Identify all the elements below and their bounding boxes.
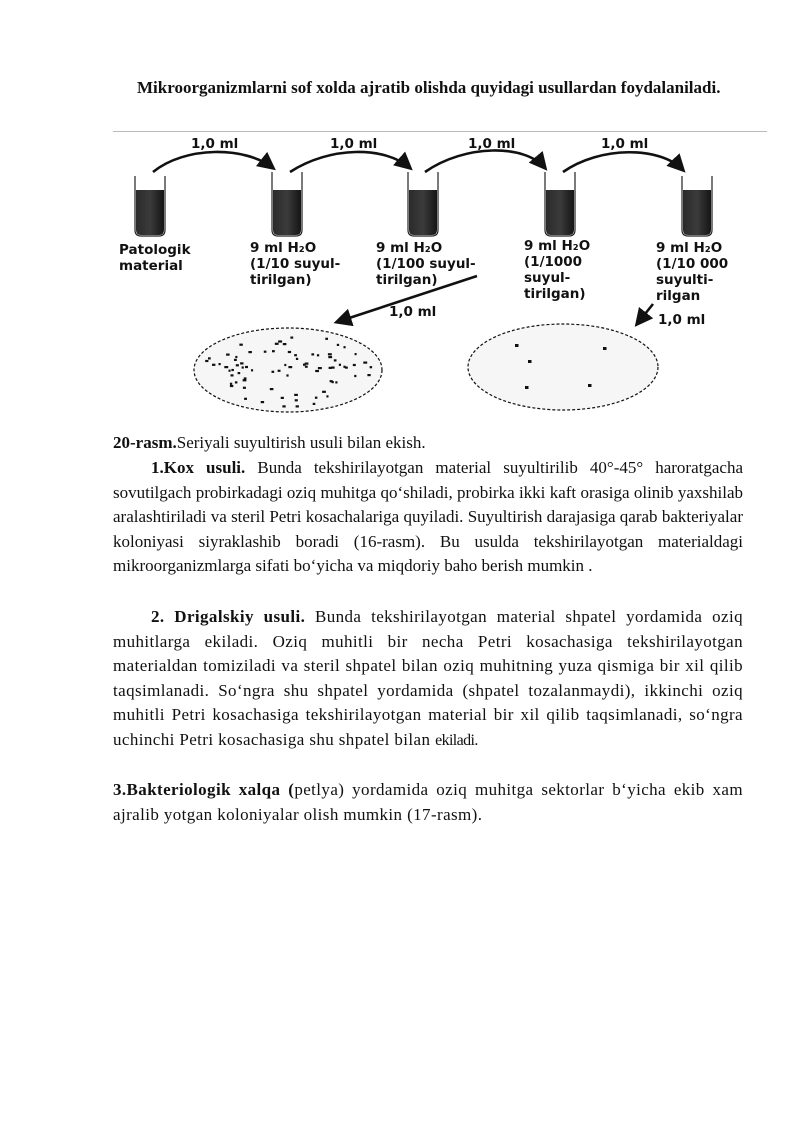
- colony-dot: [234, 359, 237, 361]
- colony-dot: [212, 364, 215, 366]
- tube-label-5-line3: suyulti-: [656, 272, 714, 288]
- colony-dot: [275, 343, 279, 345]
- colony-dot: [334, 359, 337, 361]
- figure-caption: [113, 431, 426, 455]
- colony-dot: [603, 347, 607, 350]
- colony-dot: [288, 351, 291, 353]
- colony-dot: [219, 363, 221, 365]
- caption-text: Seriyali suyultirish usuli bilan ekish.: [176, 433, 426, 452]
- colony-dot: [318, 367, 322, 369]
- tube-label-3-line2: (1/100 suyul-: [376, 256, 476, 272]
- colony-dot: [335, 381, 337, 383]
- transfer-label-3: 1,0 ml: [468, 136, 516, 152]
- transfer-label-1: 1,0 ml: [191, 136, 239, 152]
- transfer-arrows: [153, 150, 683, 172]
- colony-dot: [305, 366, 308, 368]
- colony-dot: [284, 364, 286, 366]
- colony-dot: [242, 366, 244, 368]
- colony-dot: [248, 351, 252, 353]
- colony-dot: [264, 351, 267, 353]
- petri-dish-sparse: [468, 324, 658, 410]
- intro-paragraph: Mikroorganizmlarni sof xolda ajratib olishda quyidagi usullardan foydalaniladi.: [137, 78, 721, 97]
- colony-dot: [295, 399, 298, 401]
- colony-dot: [367, 374, 370, 376]
- colony-dot: [205, 360, 208, 362]
- colony-dot: [354, 375, 356, 377]
- colony-dot: [239, 344, 242, 346]
- arrow-4: [563, 152, 683, 172]
- colony-dot: [588, 384, 592, 387]
- tube-label-2-line2: (1/10 suyul-: [250, 256, 341, 272]
- colony-dot: [286, 374, 288, 376]
- drigalskiy-tail: ekiladi.: [435, 731, 478, 749]
- paragraph-kox: [113, 456, 743, 579]
- colony-dot: [243, 387, 246, 389]
- colony-dot: [325, 338, 328, 340]
- colony-dot: [313, 403, 316, 405]
- colony-dot: [235, 381, 238, 383]
- colony-dot: [245, 366, 248, 368]
- colony-dot: [337, 344, 339, 346]
- transfer-label-2: 1,0 ml: [330, 136, 378, 152]
- colony-dot: [240, 362, 243, 364]
- colony-dot: [226, 354, 230, 356]
- kox-text: Bunda tekshirilayotgan material suyultirilib 40°-45° haroratgacha sovutilgach probirkadagi oziq muhitga qo‘shiladi, probirka ikki kaft orasiga olinib yaxshilab aralashtiriladi va steril Petri kosachalariga quyiladi. Suyultirish darajasiga qarab bakteriyalar koloniyasi siyraklashib boradi (16-rasm). Bu usulda tekshirilayotgan materialdagi mikroorganizmlarga sifati bo‘yicha va miqdoriy baho berish mumkin .: [113, 458, 743, 576]
- tube-label-1-line2: material: [119, 258, 183, 274]
- test-tubes: [135, 172, 712, 236]
- colony-dot: [528, 360, 532, 363]
- plate-transfer-label-1: 1,0 ml: [389, 304, 437, 320]
- caption-label: 20-rasm.: [113, 433, 177, 452]
- transfer-label-4: 1,0 ml: [601, 136, 649, 152]
- colony-dot: [290, 337, 293, 339]
- arrow-1: [153, 152, 273, 172]
- colony-dot: [278, 340, 282, 342]
- tube-dilution-4: [682, 176, 712, 236]
- colony-dot: [330, 380, 333, 382]
- paragraph-xalqa: [113, 778, 743, 827]
- xalqa-text: petlya) yordamida oziq muhitga sektorlar b‘yicha ekib xam ajralib yotgan koloniyalar olish mumkin (17-rasm).: [113, 780, 743, 824]
- colony-dot: [363, 362, 367, 364]
- colony-dot: [525, 386, 529, 389]
- colony-dot: [208, 357, 211, 359]
- colony-dot: [261, 401, 264, 403]
- tube-label-4-line2: (1/1000: [524, 254, 583, 270]
- tube-dilution-3: [545, 172, 575, 236]
- colony-dot: [294, 354, 297, 356]
- drigalskiy-title: 2. Drigalskiy usuli.: [151, 607, 306, 626]
- colony-dot: [322, 391, 326, 393]
- colony-dot: [236, 364, 239, 366]
- colony-dot: [224, 366, 228, 368]
- colony-dot: [272, 350, 275, 352]
- colony-dot: [278, 370, 281, 372]
- colony-dot: [244, 398, 247, 400]
- colony-dot: [326, 395, 328, 397]
- colony-dot: [231, 369, 234, 371]
- tube-label-3-line1: 9 ml H₂O: [376, 240, 443, 256]
- petri-dish-dense: [194, 328, 382, 412]
- colony-dot: [230, 383, 232, 385]
- tube-label-4-line3: suyul-: [524, 270, 571, 286]
- colony-dot: [296, 358, 298, 360]
- colony-dot: [231, 374, 234, 376]
- colony-dot: [317, 354, 319, 356]
- tube-label-2-line3: tirilgan): [250, 272, 312, 288]
- colony-dot: [515, 344, 519, 347]
- colony-dot: [270, 388, 274, 390]
- tube-label-5-line4: rilgan: [656, 288, 701, 304]
- colony-dot: [238, 372, 241, 374]
- tube-label-3-line3: tirilgan): [376, 272, 438, 288]
- tube-label-1-line1: Patologik: [119, 242, 191, 258]
- colony-dot: [315, 397, 318, 399]
- xalqa-title: 3.Bakteriologik xalqa (: [113, 780, 295, 799]
- arrow-2: [290, 152, 410, 172]
- tube-dilution-1: [272, 172, 302, 236]
- colony-dot: [339, 364, 341, 366]
- colony-dot: [235, 356, 237, 358]
- colony-dot: [305, 363, 309, 365]
- serial-dilution-figure: [105, 132, 765, 422]
- kox-title: 1.Kox usuli.: [151, 458, 246, 477]
- colony-dot: [251, 369, 253, 371]
- colony-dot: [281, 397, 284, 399]
- colony-dot: [296, 405, 299, 407]
- colony-dot: [243, 379, 247, 381]
- plate-transfer-label-2: 1,0 ml: [658, 312, 706, 328]
- colony-dot: [283, 343, 287, 345]
- drigalskiy-text: Bunda tekshirilayotgan material shpatel yordamida oziq muhitlarga ekiladi. Oziq muhitli bir necha Petri kosachasiga tekshirilayotgan materialdan tomiziladi va steril shpatel bilan oziq muhitning yuza qismiga bir xil qilib taqsimlanadi. So‘ngra shu shpatel yordamida (shpatel tozalanmaydi), ikkinchi oziq muhitli Petri kosachasiga tekshirilayotgan material bir xil qilib taqsimlanadi, so‘ngra uchinchi Petri kosachasiga shu shpatel bilan: [113, 607, 743, 749]
- colony-dot: [353, 364, 356, 366]
- colony-dot: [282, 405, 285, 407]
- tube-label-4-line4: tirilgan): [524, 286, 586, 302]
- tube-label-2-line1: 9 ml H₂O: [250, 240, 317, 256]
- arrow-3: [425, 150, 545, 172]
- colony-dot: [328, 356, 332, 358]
- colony-dot: [343, 366, 345, 368]
- colony-dot: [329, 367, 332, 369]
- colony-dot: [344, 346, 346, 348]
- colony-dot: [328, 353, 332, 355]
- tube-dilution-2: [408, 172, 438, 236]
- colony-dot: [230, 385, 233, 387]
- tube-label-4-line1: 9 ml H₂O: [524, 238, 591, 254]
- colony-dot: [272, 371, 275, 373]
- tube-label-5-line2: (1/10 000: [656, 256, 729, 272]
- colony-dot: [311, 353, 314, 355]
- colony-dot: [355, 353, 357, 355]
- colony-dot: [288, 366, 292, 368]
- tube-label-5-line1: 9 ml H₂O: [656, 240, 723, 256]
- tube-pathologic: [135, 176, 165, 236]
- paragraph-drigalskiy: [113, 605, 743, 754]
- colony-dot: [229, 370, 231, 372]
- plate-arrow-2: [637, 304, 653, 324]
- colony-dot: [370, 366, 373, 368]
- colony-dot: [315, 370, 319, 372]
- colony-dot: [294, 394, 298, 396]
